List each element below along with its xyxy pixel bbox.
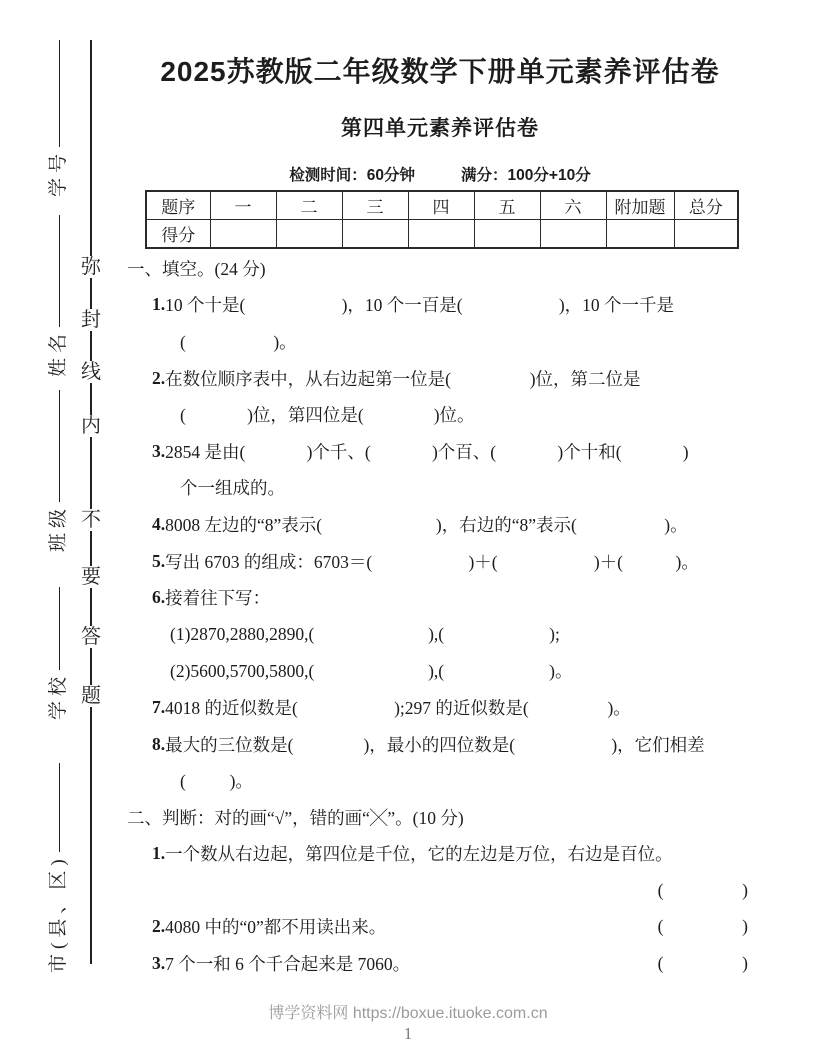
question-2-line-1: 2. 在数位顺序表中，从右边起第一位是( )位，第二位是	[152, 367, 641, 389]
seal-char: 线	[81, 361, 101, 383]
question-5-line: 5. 写出 6703 的组成：6703＝( )＋( )＋( )。	[152, 550, 699, 572]
question-2-line-2: ( )位，第四位是( )位。	[180, 405, 475, 426]
score-table-header-cell: 总分	[674, 191, 738, 220]
answer-bracket: ( )	[657, 953, 748, 974]
seal-line-segment	[90, 648, 92, 685]
margin-field-school	[46, 587, 72, 720]
question-8-line-2: ( )。	[180, 771, 253, 792]
seal-line-segment	[90, 437, 92, 509]
score-cell	[540, 220, 606, 249]
judge-1-line: 1. 一个数从右边起，第四位是千位，它的左边是万位，右边是百位。	[152, 843, 673, 865]
answer-bracket: ( )	[657, 916, 748, 937]
field-label: 学校	[48, 671, 69, 720]
unit-subtitle: 第四单元素养评估卷	[341, 117, 539, 140]
score-cell	[210, 220, 276, 249]
field-underline	[59, 587, 60, 670]
question-6-line: 6. 接着往下写：	[152, 587, 271, 609]
seal-char: 答	[81, 626, 101, 648]
score-table-header-cell: 附加题	[606, 191, 674, 220]
seal-char: 弥	[81, 256, 101, 278]
score-cell	[474, 220, 540, 249]
exam-time: 检测时间：60分钟	[289, 167, 416, 184]
field-underline	[59, 763, 60, 852]
seal-char: 题	[81, 685, 101, 707]
seal-char: 不	[81, 509, 101, 531]
field-underline	[59, 390, 60, 502]
field-label: 学号	[48, 148, 69, 197]
field-label: 班级	[48, 503, 69, 552]
score-table-header-cell: 题序	[146, 191, 210, 220]
score-cell	[606, 220, 674, 249]
seal-char: 要	[81, 566, 101, 588]
field-underline	[59, 40, 60, 147]
score-cell	[276, 220, 342, 249]
footer-watermark: 博学资料网 https://boxue.ituoke.com.cn	[268, 1005, 548, 1022]
score-table-header-cell: 五	[474, 191, 540, 220]
page-title: 2025苏教版二年级数学下册单元素养评估卷	[160, 56, 720, 87]
question-3-line-1: 3. 2854 是由( )个千、( )个百、( )个十和( )	[152, 440, 689, 462]
judge-1-answer-bracket: ( )	[657, 879, 748, 900]
question-1-line-1: 1. 10 个十是( )，10 个一百是( )，10 个一千是	[152, 294, 675, 316]
score-table	[145, 190, 739, 249]
score-table-header-cell: 四	[408, 191, 474, 220]
score-table-header-cell: 二	[276, 191, 342, 220]
score-table-header-cell: 六	[540, 191, 606, 220]
margin-field-city-district	[46, 763, 72, 973]
margin-field-student-number	[46, 40, 72, 197]
judge-3-line: 3. 7 个一和 6 个千合起来是 7060。 ( )	[152, 953, 748, 975]
score-table-header-cell: 一	[210, 191, 276, 220]
seal-line-segment	[90, 383, 92, 415]
question-1-line-2: ( )。	[180, 331, 297, 352]
score-table-score-row	[146, 220, 738, 249]
field-label: 市(县、区)	[48, 854, 69, 973]
seal-char: 封	[81, 309, 101, 331]
field-underline	[59, 215, 60, 327]
seal-line-segment	[90, 588, 92, 626]
seal-line-segment	[90, 40, 92, 256]
score-table-header-row	[146, 191, 738, 220]
exam-score: 满分：100分+10分	[461, 167, 591, 184]
field-label: 姓名	[48, 328, 69, 377]
question-6-item-1: (1)2870,2880,2890,( ),( );	[170, 623, 560, 644]
question-8-line-1: 8. 最大的三位数是( )，最小的四位数是( )，它们相差	[152, 733, 705, 755]
seal-char: 内	[81, 415, 101, 437]
section-1-heading: 一、填空。(24 分)	[127, 258, 266, 279]
seal-line-segment	[90, 331, 92, 361]
question-4-line: 4. 8008 左边的“8”表示( )，右边的“8”表示( )。	[152, 513, 688, 535]
exam-body	[127, 250, 763, 982]
exam-info	[115, 163, 765, 185]
question-7-line: 7. 4018 的近似数是( );297 的近似数是( )。	[152, 696, 631, 718]
seal-line-segment	[90, 531, 92, 566]
margin-field-name	[46, 215, 72, 377]
score-cell	[342, 220, 408, 249]
score-row-label: 得分	[146, 220, 210, 249]
seal-line	[79, 40, 103, 964]
score-table-header-cell: 三	[342, 191, 408, 220]
page-number: 1	[403, 1024, 413, 1043]
margin-field-class	[46, 390, 72, 552]
question-3-line-2: 个一组成的。	[180, 478, 285, 499]
seal-line-segment	[90, 278, 92, 309]
judge-2-line: 2. 4080 中的“0”都不用读出来。 ( )	[152, 916, 748, 938]
score-cell	[674, 220, 738, 249]
seal-line-segment	[90, 707, 92, 964]
score-cell	[408, 220, 474, 249]
section-2-heading: 二、判断：对的画“√”，错的画“╳”。(10 分)	[127, 807, 464, 828]
question-6-item-2: (2)5600,5700,5800,( ),( )。	[170, 661, 573, 682]
